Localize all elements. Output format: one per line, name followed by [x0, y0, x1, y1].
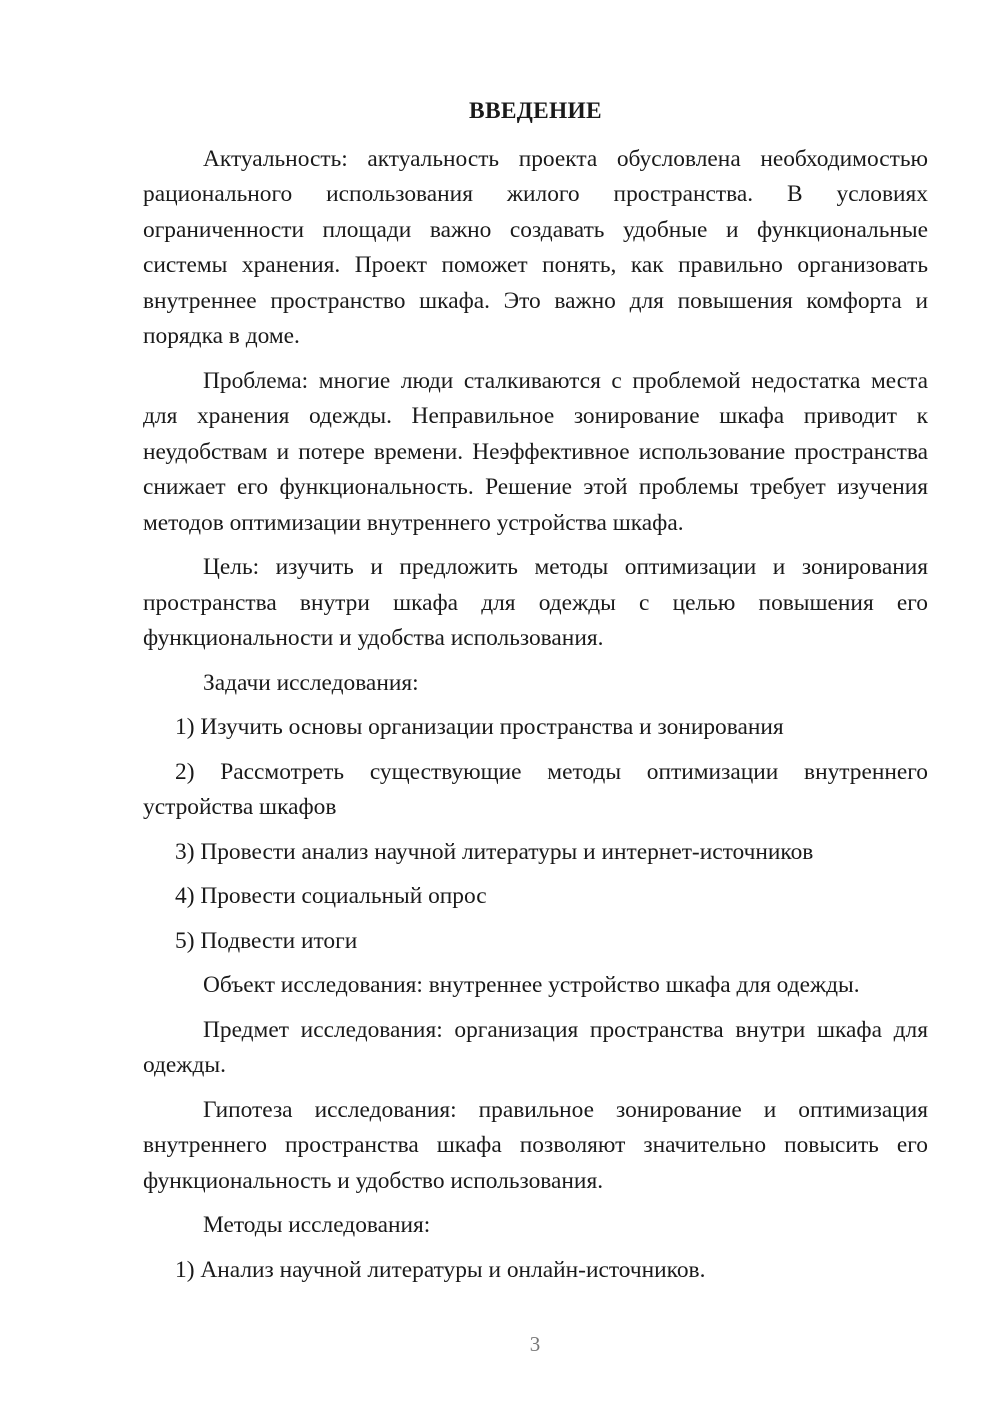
method-item: 1) Анализ научной литературы и онлайн-источников.	[175, 1256, 706, 1283]
paragraph-object: Объект исследования: внутреннее устройство шкафа для одежды.	[203, 972, 860, 998]
task-item: 1) Изучить основы организации пространства и зонирования	[175, 714, 784, 740]
paragraph-relevance: Актуальность: актуальность проекта обусловлена необходимостью рационального использования жилого пространства. В условиях ограниченности площади важно создавать удобные и функциональные системы хранения. Проект поможет понять, как правильно организовать внутреннее пространство шкафа. Это важно для повышения комфорта и порядка в доме.	[143, 145, 928, 349]
paragraph-subject: Предмет исследования: организация пространства внутри шкафа для одежды.	[143, 1016, 928, 1078]
methods-heading: Методы исследования:	[203, 1212, 431, 1238]
task-item: 5) Подвести итоги	[175, 927, 358, 954]
page-content	[143, 94, 928, 1297]
tasks-heading: Задачи исследования:	[203, 669, 419, 696]
page-title: ВВЕДЕНИЕ	[469, 98, 602, 124]
paragraph-goal: Цель: изучить и предложить методы оптимизации и зонирования пространства внутри шкафа для одежды с целью повышения его функциональности и удобства использования.	[143, 554, 928, 651]
task-item: 4) Провести социальный опрос	[175, 883, 487, 909]
paragraph-problem: Проблема: многие люди сталкиваются с проблемой недостатка места для хранения одежды. Неправильное зонирование шкафа приводит к неудобствам и потере времени. Неэффективное использование пространства снижает его функциональность. Решение этой проблемы требует изучения методов оптимизации внутреннего устройства шкафа.	[143, 367, 928, 536]
task-item: 3) Провести анализ научной литературы и интернет-источников	[175, 838, 814, 865]
task-item: 2) Рассмотреть существующие методы оптимизации внутреннего устройства шкафов	[143, 758, 928, 820]
paragraph-hypothesis: Гипотеза исследования: правильное зонирование и оптимизация внутреннего пространства шкафа позволяют значительно повысить его функциональность и удобство использования.	[143, 1096, 928, 1194]
page-number: 3	[529, 1332, 541, 1356]
